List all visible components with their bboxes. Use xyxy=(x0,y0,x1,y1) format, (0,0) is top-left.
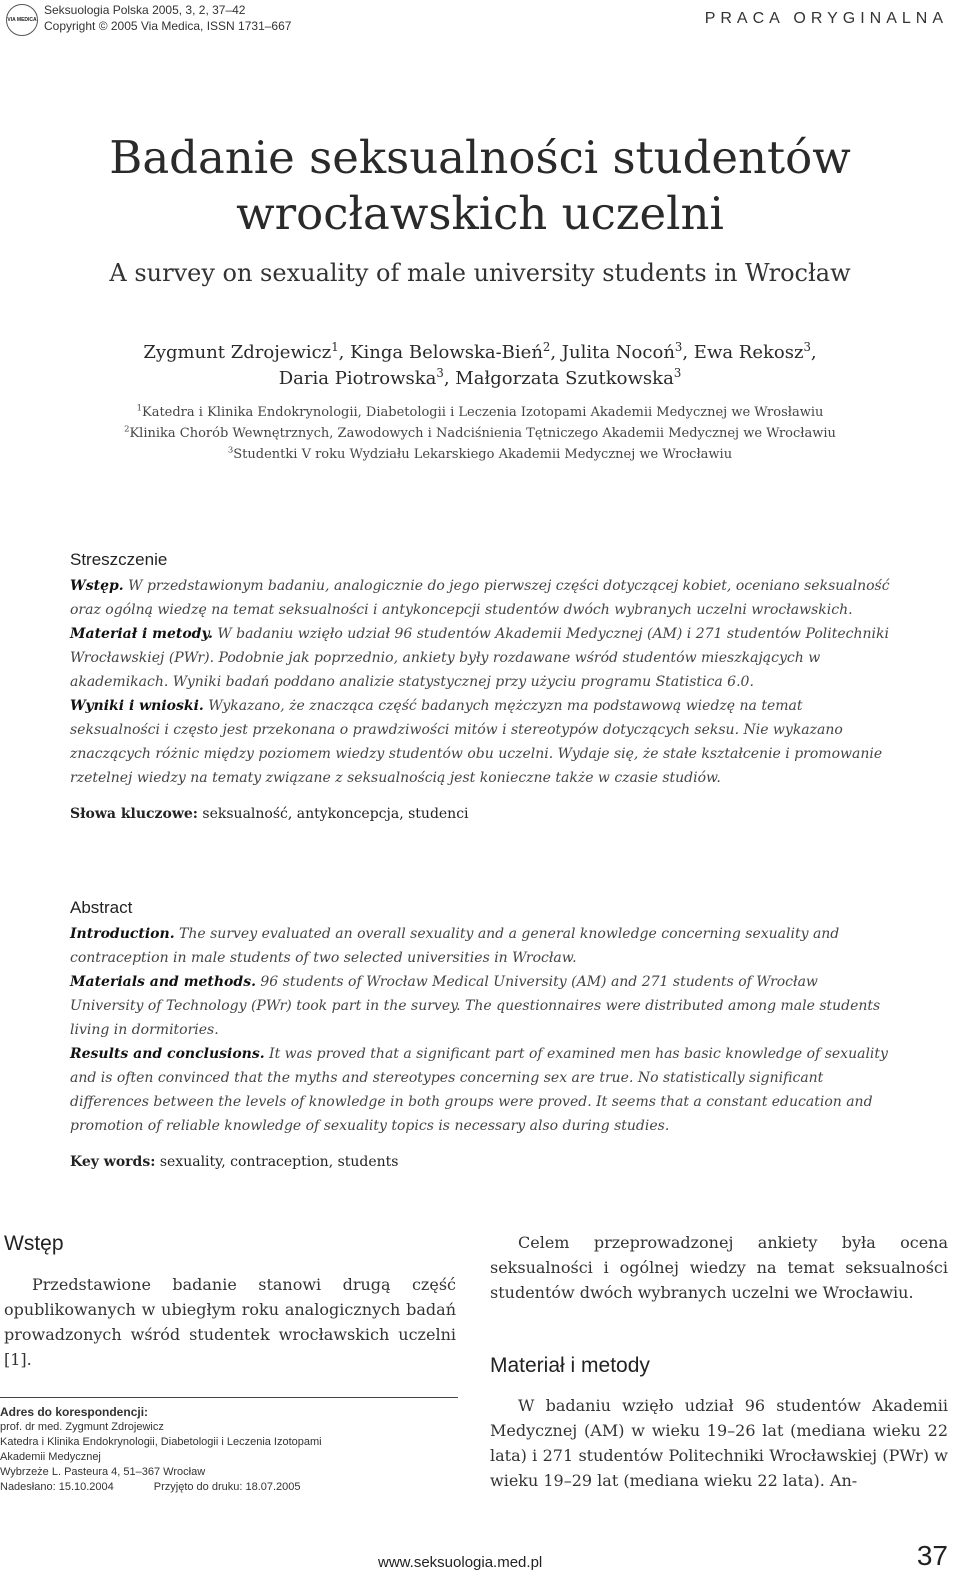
abstract-text: W badaniu wzięło udział 96 studentów Akademii Medycznej (AM) i 271 studentów Politechniki Wrocławskiej (PWr). Podobnie jak poprzednio, ankiety były rozdawane wśród studentów mieszkających w akademikach. Wyniki badań poddano analizie statystycznej przy użyciu programu Statistica 6.0. xyxy=(70,626,889,690)
footnote-line: Wybrzeże L. Pasteura 4, 51–367 Wrocław xyxy=(0,1466,206,1478)
abstract-results xyxy=(70,694,890,790)
abstract-text: The survey evaluated an overall sexuality and a general knowledge concerning sexuality and contraception in male students of two selected universities in Wrocław. xyxy=(70,926,840,966)
journal-citation xyxy=(44,2,291,34)
abstract-label: Wyniki i wnioski. xyxy=(70,698,204,714)
affiliation-mark: 2 xyxy=(124,423,130,434)
author-affiliation-mark: 3 xyxy=(674,340,683,354)
author-name: , Ewa Rekosz xyxy=(682,342,804,363)
footnote-title: Adres do korespondencji: xyxy=(0,1405,149,1419)
abstract-results xyxy=(70,1042,890,1138)
abstract-methods xyxy=(70,970,890,1042)
affiliation-1 xyxy=(0,402,960,423)
keywords-label: Key words: xyxy=(70,1154,156,1170)
body-right-column-bottom xyxy=(490,1393,948,1493)
author-affiliation-mark: 3 xyxy=(673,366,682,380)
page-number: 37 xyxy=(916,1540,948,1571)
intro-paragraph: Przedstawione badanie stanowi drugą część opublikowanych w ubiegłym roku analogicznych badań prowadzonych wśród studentek wrocławskich uczelni [1]. xyxy=(4,1275,456,1369)
keywords-label: Słowa kluczowe: xyxy=(70,806,198,822)
footnote-line: Katedra i Klinika Endokrynologii, Diabetologii i Leczenia Izotopami xyxy=(0,1436,322,1448)
affiliation-3 xyxy=(0,444,960,465)
abstract-text: Wykazano, że znacząca część badanych mężczyzn ma podstawową wiedzę na temat seksualności i często jest przekonana o prawdziwości mitów i stereotypów dotyczących seksu. Nie wykazano znaczących różnic między poziomem wiedzy studentów obu uczelni. Wydaje się, że stałe kształcenie i promowanie rzetelnej wiedzy na tematy związane z seksualnością jest konieczne także w czasie studiów. xyxy=(70,698,883,786)
author-name: , Kinga Belowska-Bień xyxy=(338,342,543,363)
methods-paragraph: W badaniu wzięło udział 96 studentów Akademii Medycznej (AM) w wieku 19–26 lat (mediana wieku 22 lata) i 271 studentów Politechniki Wrocławskiej (PWr) w wieku 19–29 lat (mediana wieku 22 lata). An- xyxy=(490,1396,948,1490)
title-polish xyxy=(0,130,960,242)
author-name: , Julita Nocoń xyxy=(550,342,675,363)
title-english: A survey on sexuality of male university students in Wrocław xyxy=(109,259,851,287)
received-date: Nadesłano: 15.10.2004 xyxy=(0,1481,114,1493)
footnote-line: Akademii Medycznej xyxy=(0,1451,101,1463)
author-affiliation-mark: 2 xyxy=(542,340,551,354)
section-heading-intro: Wstęp xyxy=(4,1232,64,1255)
affiliation-2 xyxy=(0,423,960,444)
journal-line-2: Copyright © 2005 Via Medica, ISSN 1731–667 xyxy=(44,19,292,33)
article-type: PRACA ORYGINALNA xyxy=(704,10,948,27)
title-polish-line-1: Badanie seksualności studentów xyxy=(109,131,851,184)
abstract-text: W przedstawionym badaniu, analogicznie do jego pierwszej części dotyczącej kobiet, oceniano seksualność oraz ogólną wiedzę na temat seksualności i antykoncepcji studentów dwóch wybranych uczelni wrocławskich. xyxy=(70,578,890,618)
abstract-text: 96 students of Wrocław Medical University (AM) and 271 students of Wrocław University of Technology (PWr) took part in the survey. The questionnaires were distributed among male students living in dormitories. xyxy=(70,974,881,1038)
abstract-english xyxy=(70,896,890,1174)
abstract-intro xyxy=(70,574,890,622)
publisher-logo xyxy=(6,4,38,36)
author-list xyxy=(0,340,960,392)
journal-url[interactable]: www.seksuologia.med.pl xyxy=(378,1554,543,1571)
keywords-text: seksualność, antykoncepcja, studenci xyxy=(197,806,469,822)
logo-text: VIA MEDICA xyxy=(7,17,37,23)
keywords xyxy=(70,1150,890,1174)
body-left-column xyxy=(4,1272,456,1372)
body-right-column-top xyxy=(490,1230,948,1305)
author-name: Zygmunt Zdrojewicz xyxy=(143,342,332,363)
abstract-label: Introduction. xyxy=(70,926,175,942)
abstract-heading: Abstract xyxy=(70,898,133,917)
affiliations xyxy=(0,402,960,465)
affiliation-mark: 3 xyxy=(227,444,234,455)
journal-line-1: Seksuologia Polska 2005, 3, 2, 37–42 xyxy=(44,3,246,17)
abstract-label: Materiał i metody. xyxy=(70,626,213,642)
accepted-date: Przyjęto do druku: 18.07.2005 xyxy=(153,1481,301,1493)
author-name: Daria Piotrowska xyxy=(278,368,437,389)
abstract-heading: Streszczenie xyxy=(70,550,168,569)
section-heading-methods: Materiał i metody xyxy=(490,1354,650,1377)
abstract-methods xyxy=(70,622,890,694)
author-line-2 xyxy=(0,366,960,392)
abstract-label: Wstęp. xyxy=(70,578,124,594)
author-affiliation-mark: 3 xyxy=(436,366,444,380)
author-affiliation-mark: 1 xyxy=(331,340,339,354)
author-separator: , xyxy=(810,342,817,363)
author-affiliation-mark: 3 xyxy=(803,340,811,354)
affiliation-text: Studentki V roku Wydziału Lekarskiego Akademii Medycznej we Wrocławiu xyxy=(233,447,733,462)
abstract-label: Results and conclusions. xyxy=(70,1046,265,1062)
keywords xyxy=(70,802,890,826)
abstract-text: It was proved that a significant part of examined men has basic knowledge of sexuality and is often convinced that the myths and stereotypes concerning sex are true. No statistically significant differences between the levels of knowledge in both groups were proved. It seems that a constant education and promotion of reliable knowledge of sexuality topics is necessary also during studies. xyxy=(70,1046,888,1134)
author-line-1 xyxy=(0,340,960,366)
correspondence-footnote xyxy=(0,1405,322,1495)
affiliation-mark: 1 xyxy=(136,402,142,413)
footnote-divider xyxy=(0,1397,458,1398)
author-name: , Małgorzata Szutkowska xyxy=(443,368,674,389)
title-polish-line-2: wrocławskich uczelni xyxy=(236,187,724,240)
footnote-dates xyxy=(0,1480,322,1495)
keywords-text: sexuality, contraception, students xyxy=(155,1154,399,1170)
footnote-line: prof. dr med. Zygmunt Zdrojewicz xyxy=(0,1421,164,1433)
abstract-intro xyxy=(70,922,890,970)
abstract-label: Materials and methods. xyxy=(70,974,256,990)
affiliation-text: Katedra i Klinika Endokrynologii, Diabetologii i Leczenia Izotopami Akademii Medycznej we Wrosławiu xyxy=(141,405,824,420)
abstract-polish xyxy=(70,548,890,826)
aim-paragraph: Celem przeprowadzonej ankiety była ocena seksualności i ogólnej wiedzy na temat seksualności studentów dwóch wybranych uczelni we Wrocławiu. xyxy=(490,1233,948,1302)
affiliation-text: Klinika Chorób Wewnętrznych, Zawodowych i Nadciśnienia Tętniczego Akademii Medycznej we Wrocławiu xyxy=(129,426,836,441)
